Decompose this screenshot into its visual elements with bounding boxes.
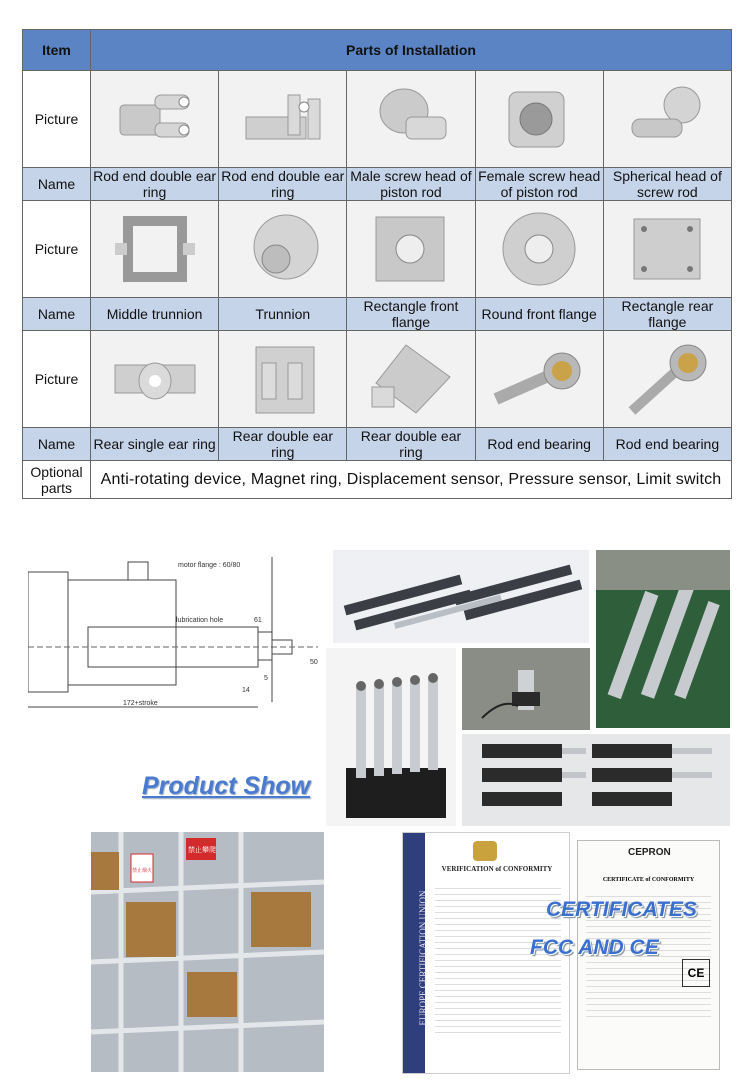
part-name: Rod end bearing	[475, 428, 603, 461]
technical-drawing	[28, 552, 323, 717]
part-name: Female screw head of piston rod	[475, 168, 603, 201]
part-name: Rear single ear ring	[91, 428, 219, 461]
name-label: Name	[23, 298, 91, 331]
fcc-ce-heading: FCC AND CE	[530, 936, 659, 959]
name-label: Name	[23, 168, 91, 201]
product-photo	[333, 550, 589, 643]
product-photo	[462, 734, 730, 826]
part-image	[347, 71, 475, 168]
part-name: Rear double ear ring	[219, 428, 347, 461]
product-show-heading: Product Show	[142, 772, 311, 800]
product-photo	[596, 550, 730, 728]
part-name: Rod end double ear ring	[91, 168, 219, 201]
part-image	[475, 71, 603, 168]
warning-sign: 禁止攀爬	[188, 846, 216, 854]
dim-5: 5	[264, 675, 268, 682]
part-name: Male screw head of piston rod	[347, 168, 475, 201]
dim-14: 14	[242, 687, 250, 694]
part-image	[603, 71, 731, 168]
part-name: Rod end bearing	[603, 428, 731, 461]
header-parts: Parts of Installation	[91, 30, 732, 71]
dim-61: 61	[254, 617, 262, 624]
optional-row	[23, 461, 732, 499]
certificates-heading: CERTIFICATES	[546, 898, 697, 921]
part-name: Middle trunnion	[91, 298, 219, 331]
optional-value: Anti-rotating device, Magnet ring, Displacement sensor, Pressure sensor, Limit switch	[91, 461, 732, 499]
lubrication-label: lubrication hole	[176, 617, 224, 624]
part-image	[91, 201, 219, 298]
picture-row	[23, 201, 732, 298]
part-image	[347, 201, 475, 298]
part-image	[347, 331, 475, 428]
part-image	[219, 201, 347, 298]
name-row	[23, 428, 732, 461]
ce-mark: CE	[682, 959, 710, 987]
cert-left-heading: VERIFICATION of CONFORMITY	[441, 865, 553, 873]
optional-label: Optional parts	[23, 461, 91, 499]
picture-row	[23, 71, 732, 168]
part-image	[91, 331, 219, 428]
part-image	[219, 71, 347, 168]
picture-label: Picture	[23, 331, 91, 428]
part-name: Rod end double ear ring	[219, 168, 347, 201]
cert-side-text: EUROPE CERTIFICATION UNION	[418, 890, 428, 1026]
picture-row	[23, 331, 732, 428]
table-header-row	[23, 30, 732, 71]
part-image	[603, 331, 731, 428]
part-name: Rectangle front flange	[347, 298, 475, 331]
cert-crest	[473, 841, 497, 861]
name-row	[23, 298, 732, 331]
name-label: Name	[23, 428, 91, 461]
part-image	[91, 71, 219, 168]
part-image	[219, 331, 347, 428]
part-name: Rear double ear ring	[347, 428, 475, 461]
picture-label: Picture	[23, 201, 91, 298]
warehouse-photo	[91, 832, 324, 1072]
cert-brand: CEPRON	[628, 847, 671, 858]
name-row	[23, 168, 732, 201]
warning-sign: 禁止烟火	[132, 868, 153, 874]
stroke-dim: 172+stroke	[123, 700, 158, 707]
product-photo	[326, 648, 456, 826]
part-image	[475, 201, 603, 298]
product-photo	[462, 648, 590, 730]
part-image	[603, 201, 731, 298]
cert-right-heading: CERTIFICATE of CONFORMITY	[602, 877, 695, 883]
part-name: Spherical head of screw rod	[603, 168, 731, 201]
header-item: Item	[23, 30, 91, 71]
part-name: Round front flange	[475, 298, 603, 331]
part-name: Rectangle rear flange	[603, 298, 731, 331]
part-image	[475, 331, 603, 428]
dim-50: 50	[310, 659, 318, 666]
picture-label: Picture	[23, 71, 91, 168]
part-name: Trunnion	[219, 298, 347, 331]
motor-flange-label: motor flange : 60/80	[178, 562, 241, 569]
parts-table	[22, 29, 732, 499]
